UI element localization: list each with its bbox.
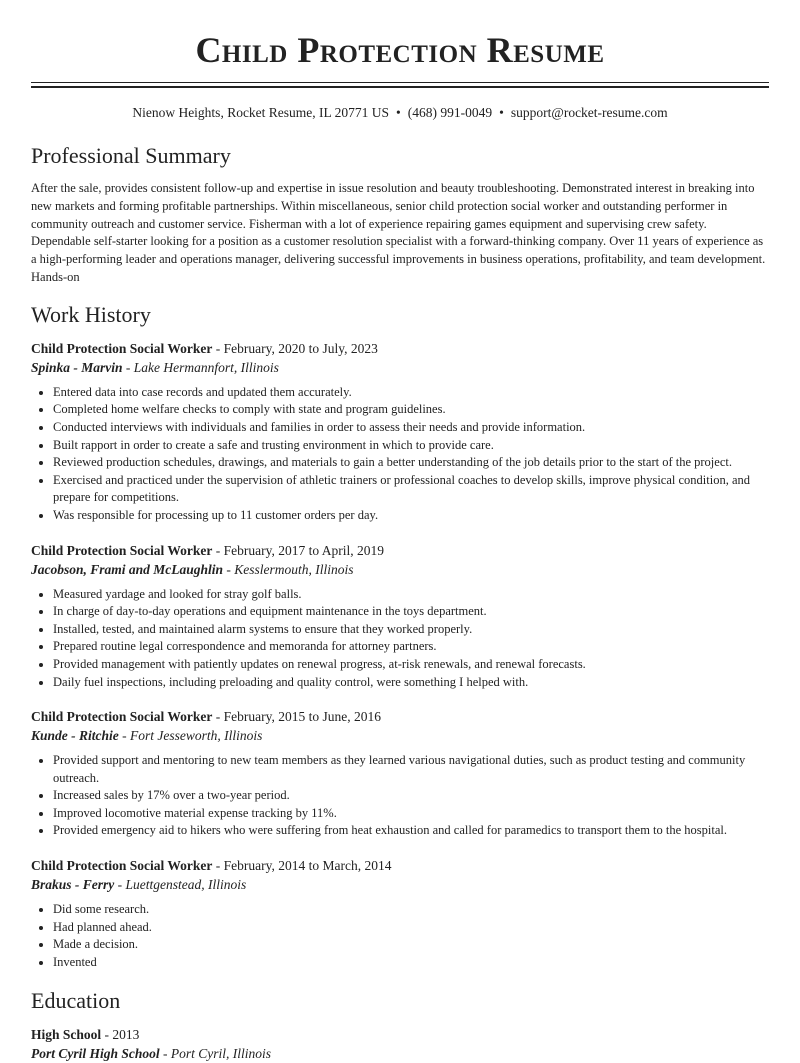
contact-separator: • (499, 105, 504, 120)
job-title: Child Protection Social Worker (31, 709, 213, 725)
job-duty-item: • Installed, tested, and maintained alarm systems to ensure that they worked properly. (53, 621, 769, 639)
job-duty-item: • Made a decision. (53, 936, 769, 954)
contact-address: Nienow Heights, Rocket Resume, IL 20771 US (132, 105, 390, 120)
job-duty-item: • Improved locomotive material expense tracking by 11%. (53, 805, 769, 823)
job-duty-item: • Measured yardage and looked for stray golf balls. (53, 586, 769, 604)
job-list (31, 339, 769, 972)
job-duty-item: • Exercised and practiced under the supervision of athletic trainers or professional coaches to develop skills, improve physical condition, and prepare for competitions. (53, 472, 769, 507)
job-duty-item: • Entered data into case records and updated them accurately. (53, 384, 769, 402)
job-title: Child Protection Social Worker (31, 542, 213, 558)
job-company: Spinka - Marvin (31, 359, 123, 375)
education-heading: Education (31, 988, 121, 1014)
job-entry (31, 856, 769, 971)
job-location: - Fort Jesseworth, Illinois (118, 728, 263, 744)
job-company: Brakus - Ferry (31, 877, 115, 893)
job-dates: - February, 2020 to July, 2023 (212, 340, 378, 356)
contact-phone: (468) 991-0049 (407, 105, 493, 120)
job-location: - Lake Hermannfort, Illinois (122, 359, 279, 375)
education-section (31, 987, 769, 1063)
job-duty-item: • Reviewed production schedules, drawings, and materials to gain a better understanding of the job details prior to the start of the project. (53, 454, 769, 472)
header-rule-thick (31, 86, 769, 88)
summary-text: After the sale, provides consistent follow-up and expertise in issue resolution and beauty troubleshooting. Demonstrated interest in breaking into new markets and forming profitable partnerships. Within miscellaneous, senior child protection social worker and outstanding performer in community outreach and customer service. Fisherman with a lot of experience repairing games equipment and supervising crew safety. Dependable self-starter looking for a position as a customer resolution specialist with a forward-thinking company. Over 11 years of experience as a high-performing leader and operations manager, delivering successful improvements in business operations, profitability, and team development. Hands-on (31, 181, 766, 284)
education-location: - Port Cyril, Illinois (159, 1046, 272, 1062)
job-entry (31, 541, 769, 692)
contact-line (31, 104, 769, 122)
job-title: Child Protection Social Worker (31, 340, 213, 356)
education-school: Port Cyril High School (31, 1046, 160, 1062)
job-duties (31, 384, 769, 525)
job-entry (31, 707, 769, 840)
job-heading (31, 339, 769, 358)
job-company-line (31, 560, 769, 579)
education-entry (31, 1025, 769, 1063)
job-duties (31, 586, 769, 692)
contact-separator: • (396, 105, 401, 120)
job-duty-item: • Completed home welfare checks to comply with state and program guidelines. (53, 401, 769, 419)
job-title: Child Protection Social Worker (31, 858, 213, 874)
job-company: Kunde - Ritchie (31, 728, 119, 744)
job-duty-item: • Invented (53, 954, 769, 972)
job-heading (31, 707, 769, 726)
job-duty-item: • Daily fuel inspections, including preloading and quality control, were something I helped with. (53, 674, 769, 692)
job-duty-item: • Provided support and mentoring to new team members as they learned various navigational duties, such as product testing and community outreach. (53, 752, 769, 787)
summary-heading: Professional Summary (31, 143, 231, 168)
job-company-line (31, 875, 769, 894)
job-duty-item: • In charge of day-to-day operations and equipment maintenance in the toys department. (53, 603, 769, 621)
work-history-heading: Work History (31, 301, 151, 327)
work-history-section (31, 301, 769, 972)
job-dates: - February, 2014 to March, 2014 (212, 858, 392, 874)
education-heading-line (31, 1025, 769, 1044)
job-company: Jacobson, Frami and McLaughlin (31, 561, 224, 577)
education-list (31, 1025, 769, 1063)
contact-email: support@rocket-resume.com (510, 105, 668, 120)
job-duties (31, 901, 769, 971)
job-duty-item: • Had planned ahead. (53, 919, 769, 937)
job-duty-item: • Was responsible for processing up to 11 customer orders per day. (53, 507, 769, 525)
job-duties (31, 752, 769, 840)
education-year: - 2013 (101, 1027, 140, 1043)
job-duty-item: • Provided management with patiently updates on renewal progress, at-risk renewals, and renewal forecasts. (53, 656, 769, 674)
job-heading (31, 856, 769, 875)
header-rule-thin (31, 82, 769, 83)
resume-title: Child Protection Resume (195, 30, 605, 70)
job-duty-item: • Conducted interviews with individuals and families in order to assess their needs and provide information. (53, 419, 769, 437)
summary-section (31, 142, 769, 287)
job-location: - Luettgenstead, Illinois (114, 877, 247, 893)
resume-body (31, 142, 769, 1063)
job-duty-item: • Provided emergency aid to hikers who were suffering from heat exhaustion and called for paramedics to transport them to the hospital. (53, 822, 769, 840)
job-entry (31, 339, 769, 525)
job-duty-item: • Built rapport in order to create a safe and trusting environment in which to provide care. (53, 437, 769, 455)
job-dates: - February, 2015 to June, 2016 (212, 709, 381, 725)
education-degree: High School (31, 1027, 102, 1043)
job-dates: - February, 2017 to April, 2019 (212, 542, 384, 558)
job-company-line (31, 358, 769, 377)
job-duty-item: • Increased sales by 17% over a two-year period. (53, 787, 769, 805)
education-school-line (31, 1044, 769, 1063)
job-heading (31, 541, 769, 560)
job-company-line (31, 726, 769, 745)
job-location: - Kesslermouth, Illinois (223, 561, 354, 577)
job-duty-item: • Prepared routine legal correspondence and memoranda for attorney partners. (53, 638, 769, 656)
job-duty-item: • Did some research. (53, 901, 769, 919)
